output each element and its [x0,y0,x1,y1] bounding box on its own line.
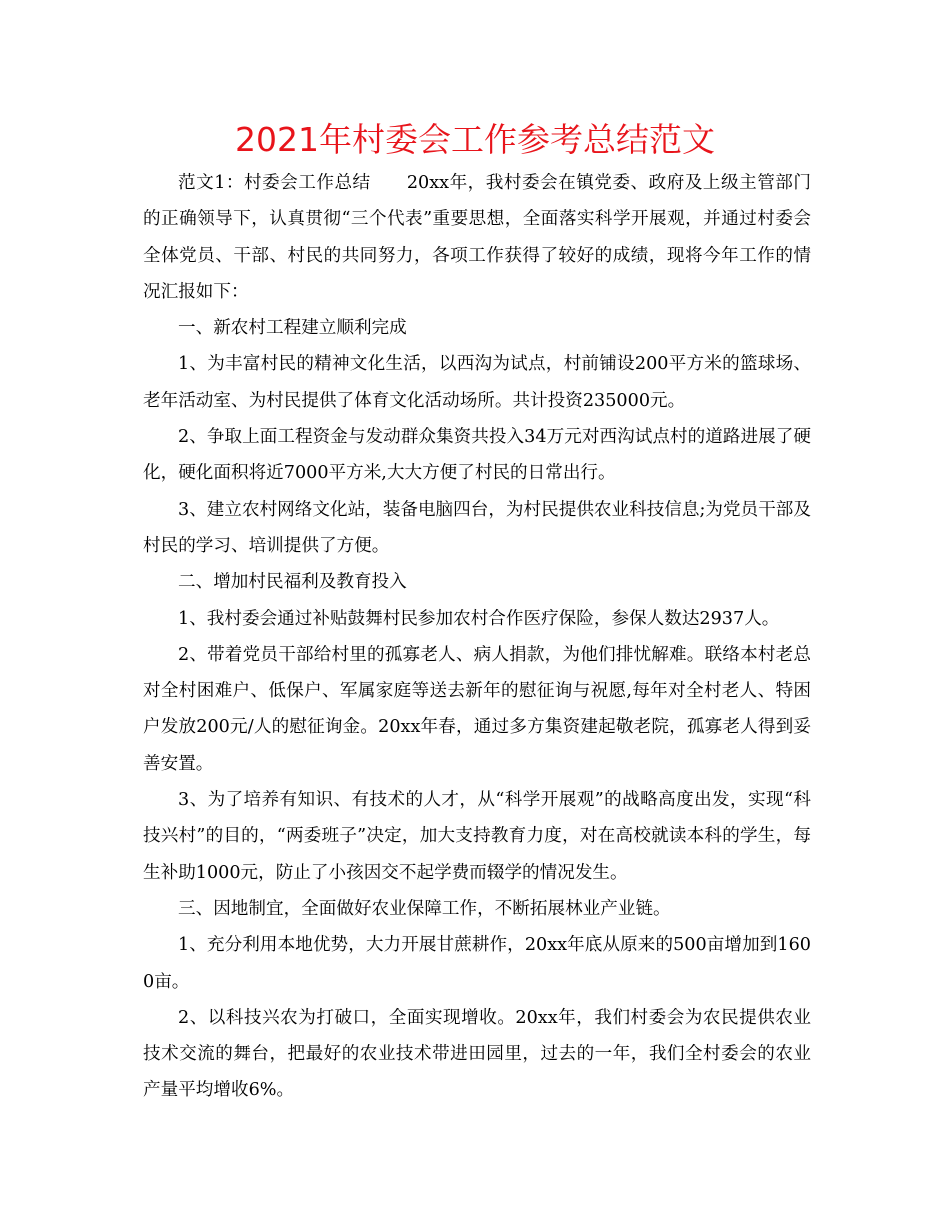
paragraph-2-2: 2、带着党员干部给村里的孤寡老人、病人捐款，为他们排忧解难。联络本村老总对全村困难户、低保户、军属家庭等送去新年的慰征询与祝愿,每年对全村老人、特困户发放200元/人的慰征询金。20xx年春，通过多方集资建起敬老院，孤寡老人得到妥善安置。 [143,644,811,774]
paragraph-1-3: 3、建立农村网络文化站，装备电脑四台，为村民提供农业科技信息;为党员干部及村民的学习、培训提供了方便。 [143,499,811,556]
paragraph-3-2: 2、以科技兴农为打破口，全面实现增收。20xx年，我们村委会为农民提供农业技术交流的舞台，把最好的农业技术带进田园里，过去的一年，我们全村委会的农业产量平均增收6%。 [143,1007,811,1101]
paragraph-intro: 范文1：村委会工作总结 20xx年，我村委会在镇党委、政府及上级主管部门的正确领导下，认真贯彻“三个代表”重要思想，全面落实科学开展观，并通过村委会全体党员、干部、村民的共同努力，各项工作获得了较好的成绩，现将今年工作的情况汇报如下： [143,173,811,302]
heading-section-3: 三、因地制宜，全面做好农业保障工作，不断拓展林业产业链。 [178,898,671,919]
heading-section-1: 一、新农村工程建立顺利完成 [178,318,407,339]
document-title: 2021年村委会工作参考总结范文 [235,120,715,159]
paragraph-2-3: 3、为了培养有知识、有技术的人才，从“科学开展观”的战略高度出发，实现“科技兴村”的目的，“两委班子”决定，加大支持教育力度，对在高校就读本科的学生，每生补助1000元，防止了小孩因交不起学费而辍学的情况发生。 [143,790,811,883]
paragraph-2-1: 1、我村委会通过补贴鼓舞村民参加农村合作医疗保险，参保人数达2937人。 [178,608,780,629]
paragraph-1-1: 1、为丰富村民的精神文化生活，以西沟为试点，村前铺设200平方米的篮球场、老年活动室、为村民提供了体育文化活动场所。共计投资235000元。 [143,354,811,411]
paragraph-1-2: 2、争取上面工程资金与发动群众集资共投入34万元对西沟试点村的道路进展了硬化，硬化面积将近7000平方米,大大方便了村民的日常出行。 [143,427,811,484]
paragraph-3-1: 1、充分利用本地优势，大力开展甘蔗耕作，20xx年底从原来的500亩增加到1600亩。 [143,935,811,992]
document-body [143,165,811,1109]
heading-section-2: 二、增加村民福利及教育投入 [178,572,407,593]
